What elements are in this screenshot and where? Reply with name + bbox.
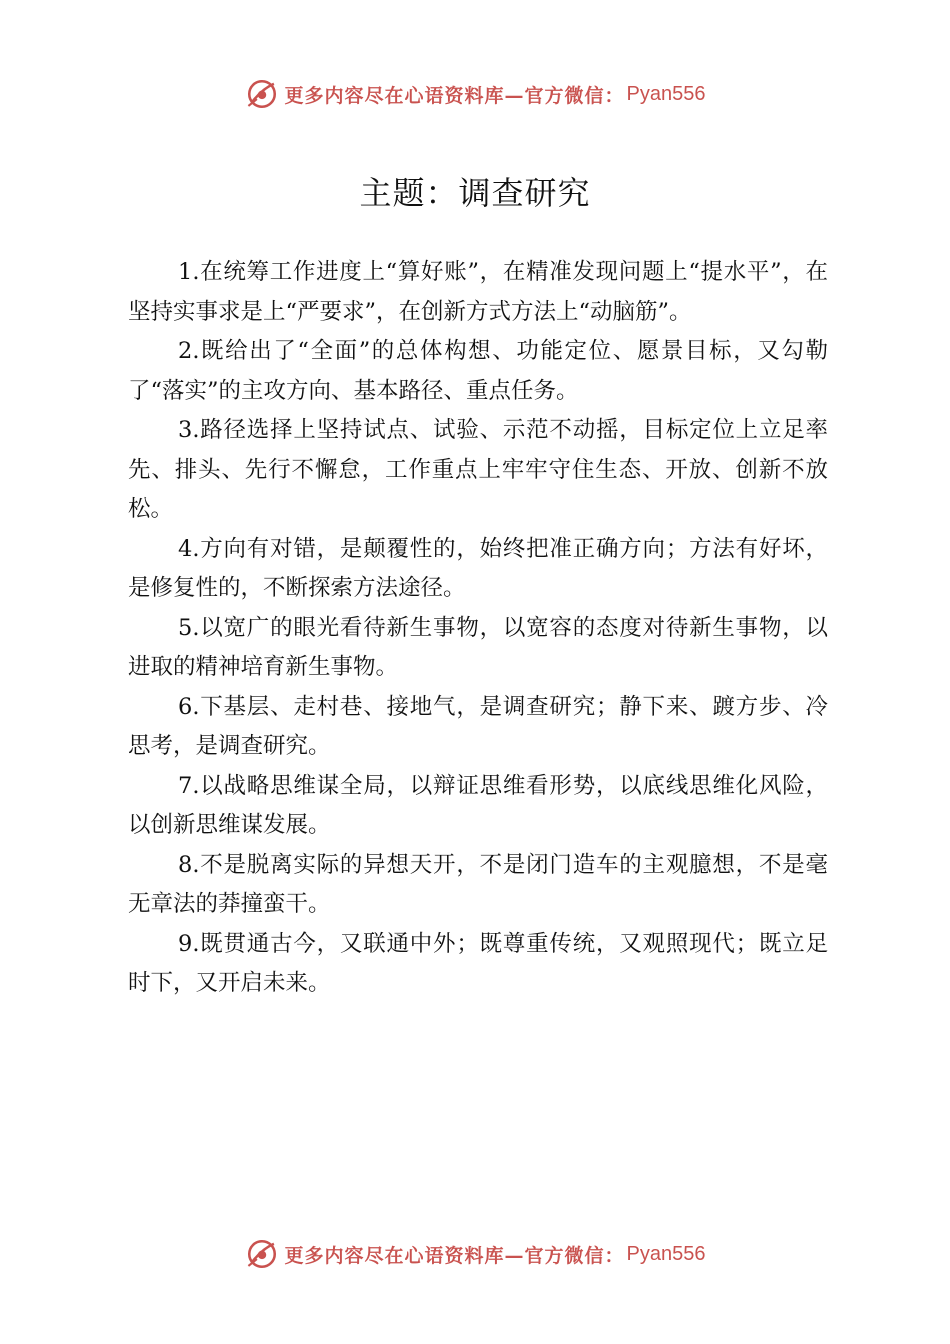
- paragraph-5: 5.以宽广的眼光看待新生事物，以宽容的态度对待新生事物，以进取的精神培育新生事物。: [128, 614, 828, 680]
- banner-text: 更多内容尽在心语资料库—官方微信：: [284, 84, 625, 107]
- paragraph-6: 6.下基层、走村巷、接地气，是调查研究；静下来、踱方步、冷思考，是调查研究。: [128, 693, 828, 759]
- paragraph-7: 7.以战略思维谋全局，以辩证思维看形势，以底线思维化风险，以创新思维谋发展。: [128, 772, 828, 838]
- banner-wechat-id: Pyan556: [626, 1242, 706, 1265]
- document-body: [128, 253, 828, 1004]
- paragraph-8: 8.不是脱离实际的异想天开，不是闭门造车的主观臆想，不是毫无章法的莽撞蛮干。: [128, 851, 828, 917]
- header-banner: [0, 72, 950, 116]
- banner-text: 更多内容尽在心语资料库—官方微信：: [284, 1244, 625, 1267]
- paragraph-4: 4.方向有对错，是颠覆性的，始终把准正确方向；方法有好坏，是修复性的，不断探索方法途径。: [128, 535, 828, 601]
- paragraph-9: 9.既贯通古今，又联通中外；既尊重传统，又观照现代；既立足时下，又开启未来。: [128, 930, 828, 996]
- paragraph-3: 3.路径选择上坚持试点、试验、示范不动摇，目标定位上立足率先、排头、先行不懈怠，工作重点上牢牢守住生态、开放、创新不放松。: [128, 417, 828, 522]
- page-title: 主题：调查研究: [359, 174, 591, 212]
- logo-icon: [245, 77, 279, 111]
- logo-icon: [245, 1237, 279, 1271]
- banner-wechat-id: Pyan556: [626, 82, 706, 105]
- paragraph-2: 2.既给出了“全面”的总体构想、功能定位、愿景目标，又勾勒了“落实”的主攻方向、基本路径、重点任务。: [128, 338, 828, 404]
- footer-banner: [0, 1232, 950, 1276]
- paragraph-1: 1.在统筹工作进度上“算好账”，在精准发现问题上“提水平”，在坚持实事求是上“严要求”，在创新方式方法上“动脑筋”。: [128, 259, 828, 325]
